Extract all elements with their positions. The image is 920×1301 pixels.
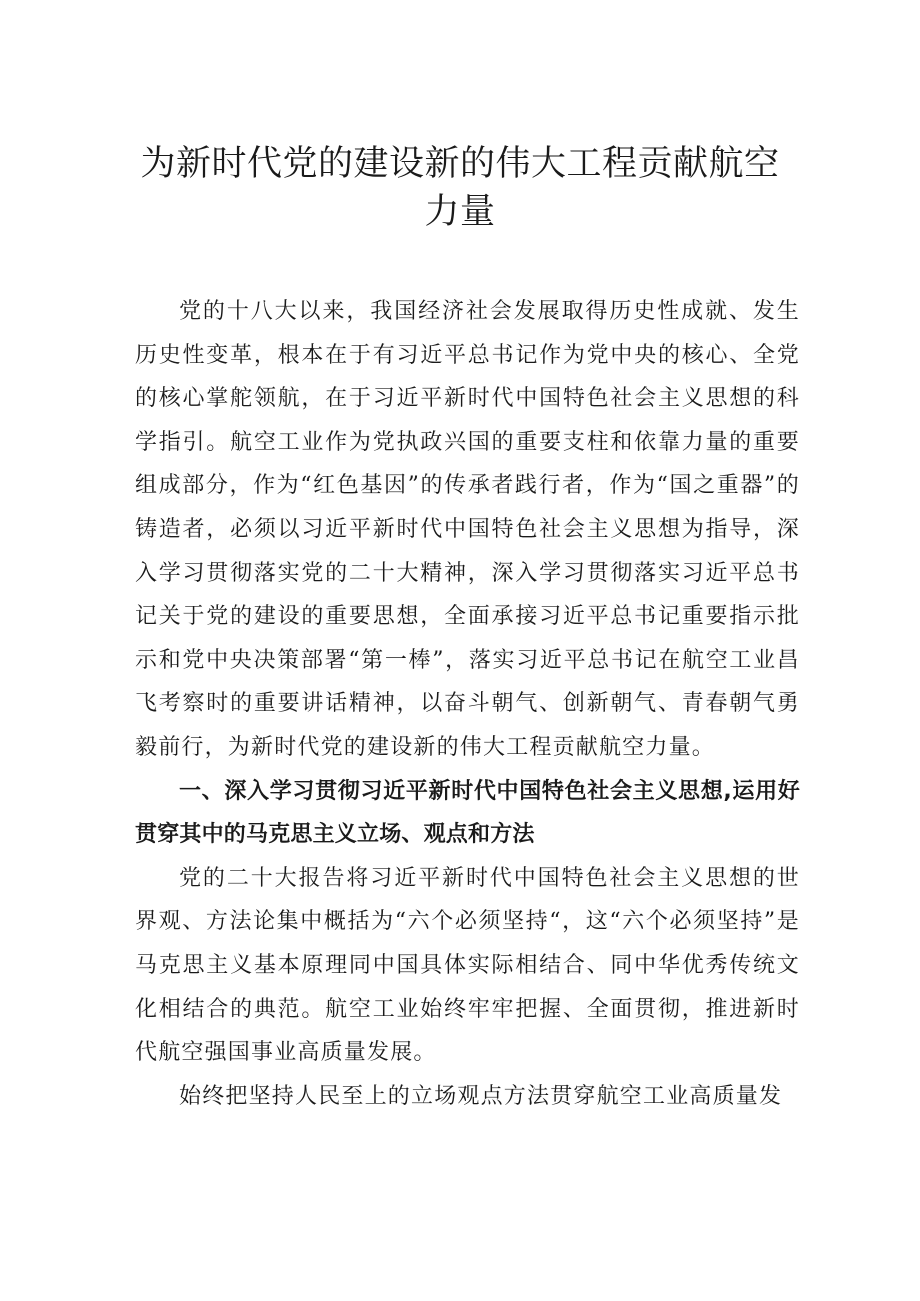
- section-1-paragraph-2: 始终把坚持人民至上的立场观点方法贯穿航空工业高质量发: [179, 1083, 783, 1109]
- title-line-2: 力量: [424, 192, 496, 232]
- document-body: [135, 290, 800, 1118]
- intro-paragraph: 党的十八大以来，我国经济社会发展取得历史性成就、发生历史性变革，根本在于有习近平总书记作为党中央的核心、全党的核心掌舵领航，在于习近平新时代中国特色社会主义思想的科学指引。航空工业作为党执政兴国的重要支柱和依靠力量的重要组成部分，作为“红色基因”的传承者践行者，作为“国之重器”的铸造者，必须以习近平新时代中国特色社会主义思想为指导，深入学习贯彻落实党的二十大精神，深入学习贯彻落实习近平总书记关于党的建设的重要思想，全面承接习近平总书记重要指示批示和党中央决策部署“第一棒”，落实习近平总书记在航空工业昌飞考察时的重要讲话精神，以奋斗朝气、创新朝气、青春朝气勇毅前行，为新时代党的建设新的伟大工程贡献航空力量。: [135, 299, 800, 760]
- title-line-1: 为新时代党的建设新的伟大工程贡献航空: [140, 144, 780, 184]
- section-heading-1: 一、深入学习贯彻习近平新时代中国特色社会主义思想,运用好贯穿其中的马克思主义立场、观点和方法: [135, 778, 800, 848]
- document-title: [100, 140, 820, 236]
- section-1-paragraph-1: 党的二十大报告将习近平新时代中国特色社会主义思想的世界观、方法论集中概括为“六个必须坚持“，这“六个必须坚持”是马克思主义基本原理同中国具体实际相结合、同中华优秀传统文化相结合的典范。航空工业始终牢牢把握、全面贯彻，推进新时代航空强国事业高质量发展。: [135, 865, 800, 1066]
